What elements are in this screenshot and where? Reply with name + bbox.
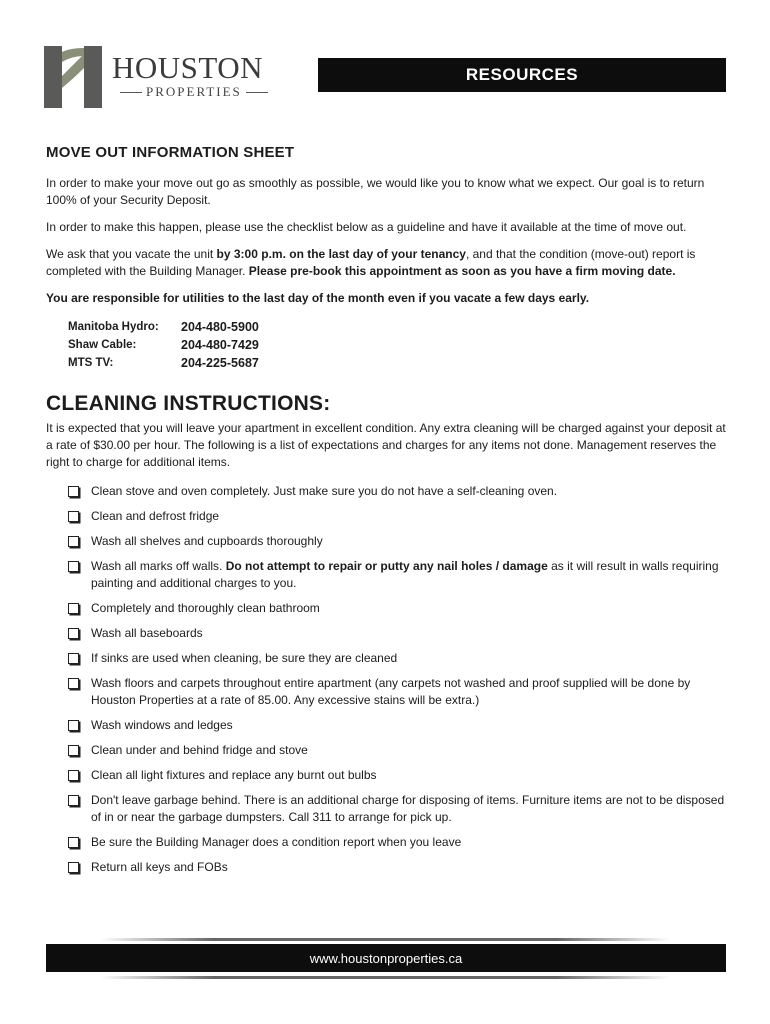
checklist-item: [68, 483, 726, 500]
checklist-item: [68, 717, 726, 734]
brand-rule-right: [246, 92, 268, 93]
checkbox-icon: [68, 862, 79, 873]
checklist-item: [68, 650, 726, 667]
resources-banner: RESOURCES: [318, 58, 726, 92]
checkbox-icon: [68, 837, 79, 848]
checklist-item-text: Wash all shelves and cupboards thoroughly: [91, 534, 323, 548]
contact-name: Shaw Cable:: [68, 339, 137, 351]
checklist-item-text: Be sure the Building Manager does a condition report when you leave: [91, 835, 462, 849]
checklist-item: [68, 508, 726, 525]
footer-divider-bottom: [100, 976, 670, 979]
utility-contacts: [68, 319, 726, 373]
brand-name: HOUSTON: [112, 50, 264, 85]
checklist-item: [68, 558, 726, 592]
contact-row: [68, 337, 726, 355]
utilities-notice: [46, 290, 726, 307]
checkbox-icon: [68, 486, 79, 497]
checklist-item-text: Don't leave garbage behind. There is an additional charge for disposing of items. Furniture items are not to be disposed of in or near the garbage dumpsters. Call 311 to arrange for pick up.: [91, 793, 725, 824]
p3-text-c: , and that the condition (move-out) report is completed with the Building Manager.: [46, 247, 696, 278]
contact-phone: 204-225-5687: [181, 356, 259, 370]
walls-bold-warning: Do not attempt to repair or putty any nail holes / damage: [225, 559, 548, 573]
checklist-item: [68, 625, 726, 642]
checklist-item-text: Completely and thoroughly clean bathroom: [91, 601, 320, 615]
sheet-title: MOVE OUT INFORMATION SHEET: [46, 144, 295, 161]
intro-paragraph-3: [46, 246, 726, 280]
checkbox-icon: [68, 678, 79, 689]
contact-phone: 204-480-5900: [181, 320, 259, 334]
checkbox-icon: [68, 561, 79, 572]
checklist-item: [68, 533, 726, 550]
checkbox-icon: [68, 628, 79, 639]
checkbox-icon: [68, 511, 79, 522]
contact-phone: 204-480-7429: [181, 338, 259, 352]
checklist-item: [68, 792, 726, 826]
checkbox-icon: [68, 653, 79, 664]
contact-name: Manitoba Hydro:: [68, 321, 159, 333]
checklist-item-text: Clean under and behind fridge and stove: [91, 743, 308, 757]
checklist-item: [68, 859, 726, 876]
contact-name: MTS TV:: [68, 357, 114, 369]
p3-bold-deadline: by 3:00 p.m. on the last day of your tenancy: [216, 247, 466, 261]
checklist-item: [68, 767, 726, 784]
checkbox-icon: [68, 720, 79, 731]
checkbox-icon: [68, 770, 79, 781]
intro-paragraph-1: In order to make your move out go as smoothly as possible, we would like you to know what we expect. Our goal is to return 100% of your Security Deposit.: [46, 176, 705, 207]
checklist-item: [68, 675, 726, 709]
checkbox-icon: [68, 536, 79, 547]
utilities-text: You are responsible for utilities to the last day of the month even if you vacate a few days early.: [46, 291, 590, 305]
cleaning-title: CLEANING INSTRUCTIONS:: [46, 392, 331, 415]
brand-sub-text: PROPERTIES: [146, 84, 242, 99]
cleaning-intro: It is expected that you will leave your apartment in excellent condition. Any extra cleaning will be charged against your deposit at a rate of $30.00 per hour. The following is a list of expectations and charges for any items not done. Management reserves the right to charge for additional items.: [46, 421, 726, 469]
checklist-item-text: Return all keys and FOBs: [91, 860, 228, 874]
checklist-item: [68, 834, 726, 851]
brand-rule-left: [120, 92, 142, 93]
footer-divider-top: [100, 938, 670, 941]
checkbox-icon: [68, 795, 79, 806]
brand-sub: [116, 84, 272, 100]
cleaning-checklist: [68, 483, 726, 876]
p3-bold-prebook: Please pre-book this appointment as soon as you have a firm moving date.: [248, 264, 676, 278]
checklist-item-text: Clean all light fixtures and replace any burnt out bulbs: [91, 768, 377, 782]
checklist-item-text: Wash floors and carpets throughout entire apartment (any carpets not washed and proof supplied will be done by Houston Properties at a rate of 85.00. Any excessive stains will be extra.): [91, 676, 691, 707]
checklist-item-text: [91, 558, 726, 592]
checklist-item-text: Clean stove and oven completely. Just make sure you do not have a self-cleaning oven.: [91, 484, 558, 498]
houston-logo-mark-icon: [44, 46, 102, 108]
checklist-item: [68, 600, 726, 617]
checklist-item-text: If sinks are used when cleaning, be sure they are cleaned: [91, 651, 398, 665]
contact-row: [68, 319, 726, 337]
checklist-item: [68, 742, 726, 759]
checklist-item-text: Wash windows and ledges: [91, 718, 233, 732]
footer-website-link[interactable]: www.houstonproperties.ca: [46, 944, 726, 972]
intro-paragraph-2: In order to make this happen, please use the checklist below as a guideline and have it available at the time of move out.: [46, 220, 687, 234]
p3-text-a: We ask that you vacate the unit: [46, 247, 217, 261]
walls-tail: as it will result in walls requiring painting and additional charges to you.: [91, 559, 719, 590]
houston-logo: [44, 46, 284, 108]
checklist-item-text: Wash all baseboards: [91, 626, 203, 640]
checkbox-icon: [68, 603, 79, 614]
walls-text: Wash all marks off walls.: [91, 559, 223, 573]
checkbox-icon: [68, 745, 79, 756]
checklist-item-text: Clean and defrost fridge: [91, 509, 220, 523]
document-body: [46, 144, 726, 884]
contact-row: [68, 355, 726, 373]
